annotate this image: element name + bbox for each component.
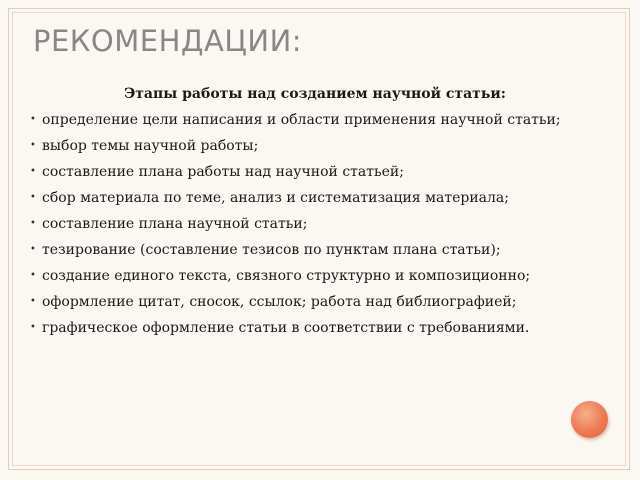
bullet-icon: • [30, 140, 36, 152]
bullet-icon: • [30, 244, 36, 256]
list-item [30, 213, 600, 235]
bullet-icon: • [30, 218, 36, 230]
list-item [30, 265, 600, 287]
list-item [30, 109, 600, 131]
decorative-orange-circle [571, 401, 608, 438]
list-item [30, 161, 600, 183]
list-item-text: выбор темы научной работы; [42, 138, 259, 155]
stages-list [30, 109, 600, 339]
list-item-text: графическое оформление статьи в соответствии с требованиями. [42, 320, 530, 337]
slide-title: РЕКОМЕНДАЦИИ: [33, 24, 303, 58]
list-item-text: создание единого текста, связного структурно и композиционно; [42, 268, 531, 285]
slide-content [30, 85, 600, 343]
bullet-icon: • [30, 322, 36, 334]
slide-subtitle: Этапы работы над созданием научной статьи: [124, 86, 506, 102]
bullet-icon: • [30, 166, 36, 178]
list-item [30, 135, 600, 157]
list-item-text: сбор материала по теме, анализ и систематизация материала; [42, 190, 509, 207]
list-item [30, 317, 600, 339]
list-item-text: тезирование (составление тезисов по пунктам плана статьи); [42, 242, 501, 259]
list-item [30, 187, 600, 209]
list-item-text: составление плана работы над научной статьей; [42, 164, 404, 181]
bullet-icon: • [30, 296, 36, 308]
bullet-icon: • [30, 192, 36, 204]
list-item-text: составление плана научной статьи; [42, 216, 308, 233]
list-item-text: определение цели написания и области применения научной статьи; [42, 112, 561, 129]
list-item-text: оформление цитат, сносок, ссылок; работа над библиографией; [42, 294, 517, 311]
bullet-icon: • [30, 114, 36, 126]
list-item [30, 291, 600, 313]
bullet-icon: • [30, 270, 36, 282]
list-item [30, 239, 600, 261]
